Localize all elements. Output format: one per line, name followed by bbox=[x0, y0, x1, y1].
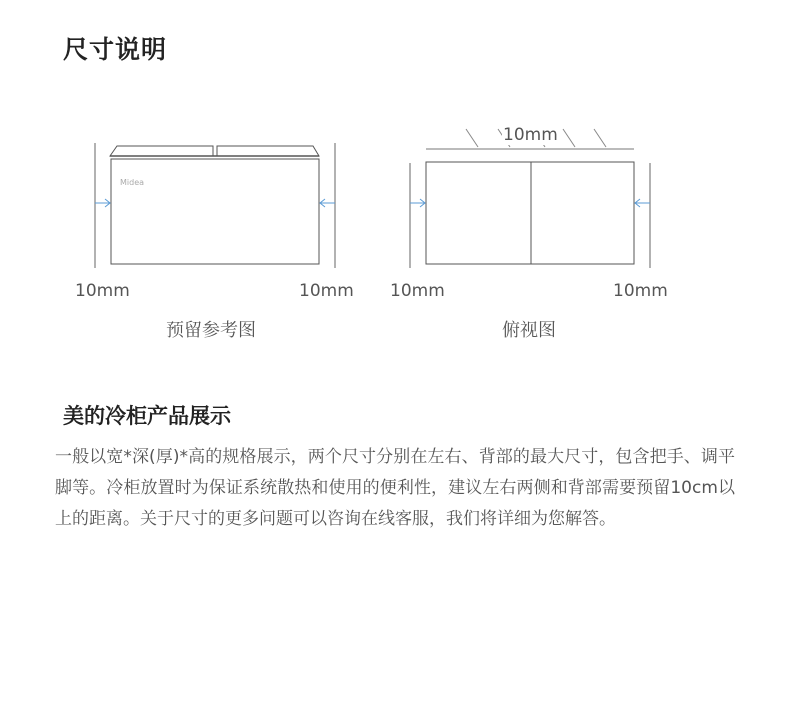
left-lid bbox=[110, 146, 213, 156]
front-right-clearance-label: 10mm bbox=[299, 281, 354, 301]
front-left-clearance-label: 10mm bbox=[75, 281, 130, 301]
top-left-clearance-label: 10mm bbox=[390, 281, 445, 301]
clearance-diagram bbox=[0, 0, 790, 360]
front-view-caption: 预留参考图 bbox=[166, 320, 256, 341]
right-lid bbox=[217, 146, 319, 156]
top-left-arrow-icon bbox=[410, 199, 425, 207]
top-view-caption: 俯视图 bbox=[502, 320, 556, 341]
freezer-top-outline bbox=[426, 162, 634, 264]
freezer-body bbox=[111, 159, 319, 264]
front-view-diagram bbox=[95, 143, 335, 268]
section-title-size: 尺寸说明 bbox=[63, 35, 168, 64]
top-right-arrow-icon bbox=[635, 199, 650, 207]
right-arrow-icon bbox=[320, 199, 335, 207]
top-right-clearance-label: 10mm bbox=[613, 281, 668, 301]
section-title-product: 美的冷柜产品展示 bbox=[63, 404, 231, 428]
rear-clearance-label: 10mm bbox=[503, 125, 558, 145]
left-arrow-icon bbox=[95, 199, 110, 207]
product-description: 一般以宽*深(厚)*高的规格展示，两个尺寸分别在左右、背部的最大尺寸，包含把手、调平脚等。冷柜放置时为保证系统散热和使用的便利性，建议左右两侧和背部需要预留10cm以上的距离。关于尺寸的更多问题可以咨询在线客服，我们将详细为您解答。 bbox=[55, 447, 735, 529]
brand-logo: Midea bbox=[120, 178, 145, 187]
top-view-diagram bbox=[410, 129, 650, 268]
